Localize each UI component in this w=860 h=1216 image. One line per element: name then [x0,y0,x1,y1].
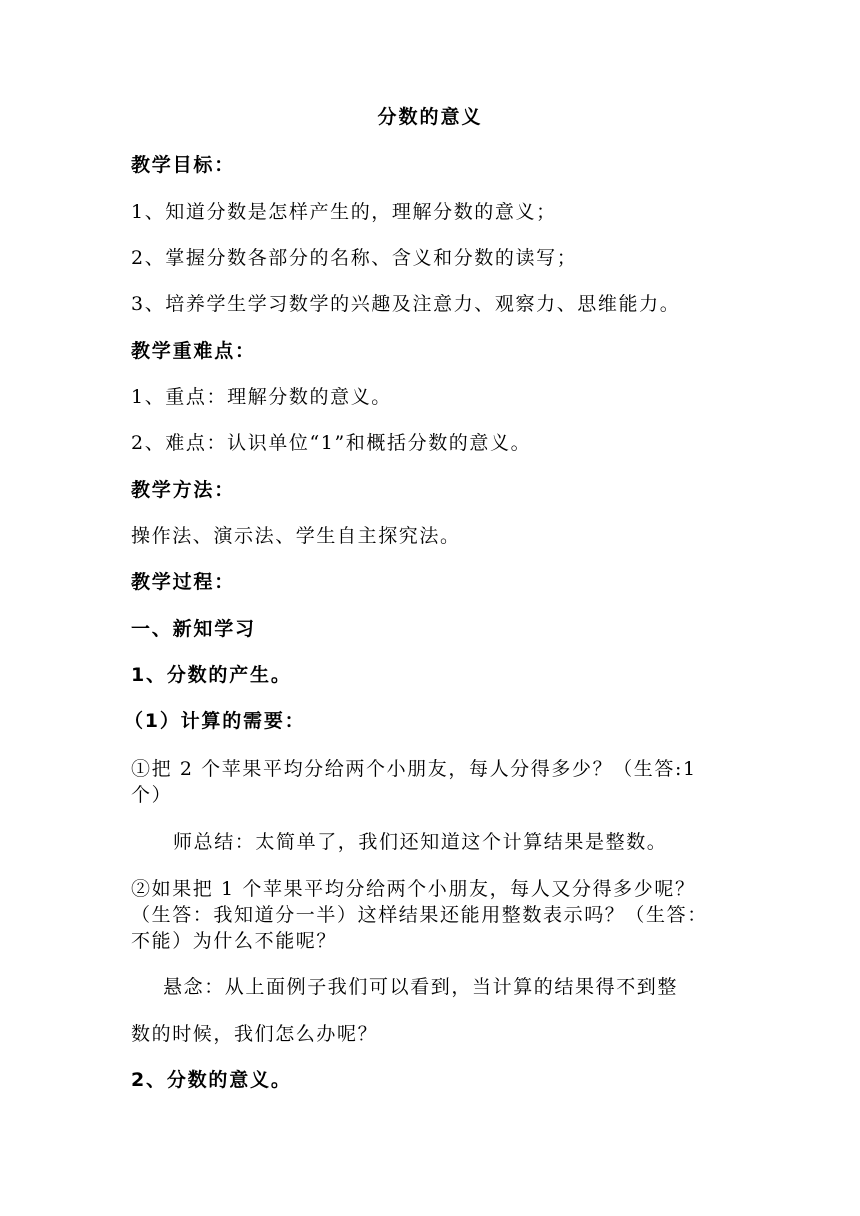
example-two-line-2: （生答：我知道分一半）这样结果还能用整数表示吗？（生答： [131,904,708,926]
example-one-line-1: ①把 2 个苹果平均分给两个小朋友，每人分得多少？（生答:1 [131,758,697,780]
methods-text: 操作法、演示法、学生自主探究法。 [131,525,461,547]
key-point-item-2: 2、难点：认识单位“1”和概括分数的意义。 [131,432,532,454]
example-two-line-1: ②如果把 1 个苹果平均分给两个小朋友，每人又分得多少呢？ [131,878,696,900]
suspense-line-1: 悬念：从上面例子我们可以看到，当计算的结果得不到整 [163,976,679,998]
objectives-heading: 教学目标： [131,154,236,176]
objective-item-1: 1、知道分数是怎样产生的，理解分数的意义； [131,201,557,223]
process-heading: 教学过程： [131,571,236,593]
key-points-heading: 教学重难点： [131,340,256,362]
example-one-line-2: 个） [131,784,173,806]
objective-item-3: 3、培养学生学习数学的兴趣及注意力、观察力、思维能力。 [131,293,681,315]
part-one-heading: 一、新知学习 [131,618,256,640]
methods-heading: 教学方法： [131,479,236,501]
key-point-item-1: 1、重点：理解分数的意义。 [131,386,392,408]
objective-item-2: 2、掌握分数各部分的名称、含义和分数的读写； [131,247,578,269]
document-title: 分数的意义 [377,106,483,128]
teacher-summary: 师总结：太简单了，我们还知道这个计算结果是整数。 [173,831,668,853]
sub-one-a-heading: （1）计算的需要： [124,710,306,732]
sub-one-heading: 1、分数的产生。 [131,664,292,686]
suspense-line-2: 数的时候，我们怎么办呢？ [131,1023,379,1045]
example-two-line-3: 不能）为什么不能呢？ [131,930,338,952]
sub-two-heading: 2、分数的意义。 [131,1069,292,1091]
